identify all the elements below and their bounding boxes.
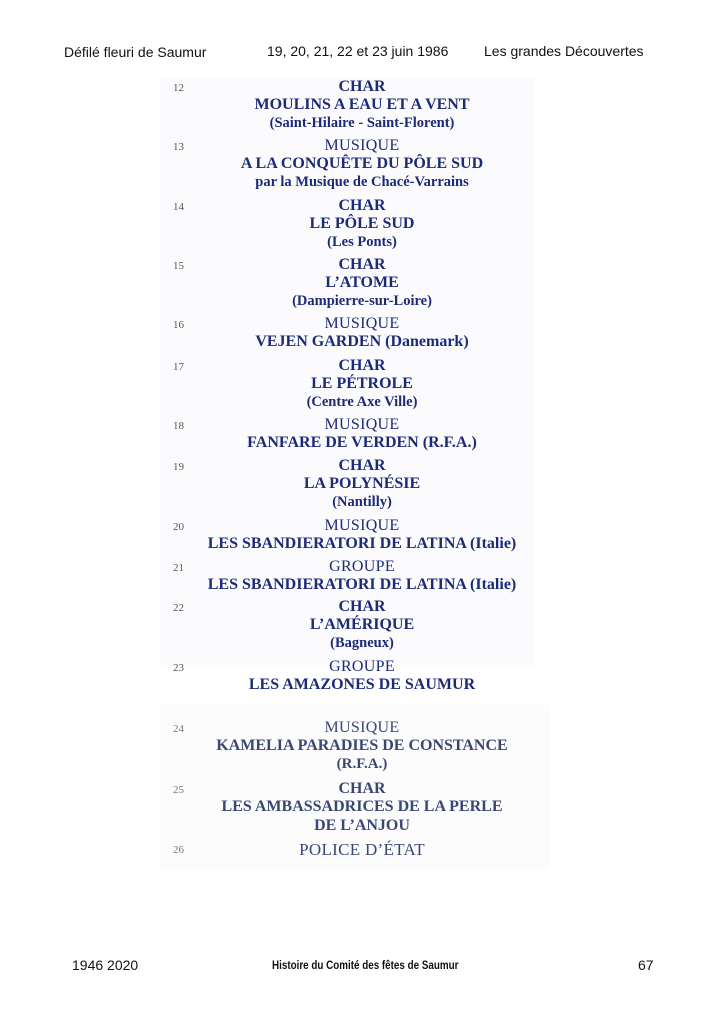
footer-years: 1946 2020 — [72, 957, 139, 973]
entry-subtitle: (Bagneux) — [330, 635, 394, 651]
entry-kind: CHAR — [338, 598, 386, 615]
entry-kind: MUSIQUE — [324, 517, 400, 534]
entry-number: 23 — [173, 662, 184, 674]
entry-kind: GROUPE — [329, 558, 395, 575]
entry-number: 26 — [173, 844, 184, 856]
entry-kind: MUSIQUE — [324, 719, 400, 736]
entry-number: 16 — [173, 319, 184, 331]
entry-subtitle: (Les Ponts) — [327, 234, 397, 250]
entry-title: A LA CONQUÊTE DU PÔLE SUD — [240, 155, 484, 172]
entry-number: 18 — [173, 420, 184, 432]
entry-kind: CHAR — [338, 256, 386, 273]
entry-title: FANFARE DE VERDEN (R.F.A.) — [247, 434, 477, 451]
entry-title: KAMELIA PARADIES DE CONSTANCE — [216, 737, 508, 754]
footer-title: Histoire du Comité des fêtes de Saumur — [272, 958, 459, 972]
entry-title: LES SBANDIERATORI DE LATINA (Italie) — [207, 535, 517, 552]
entry-kind: GROUPE — [329, 658, 395, 675]
entry-kind: CHAR — [338, 78, 386, 95]
entry-title: LA POLYNÉSIE — [303, 475, 421, 492]
page-number: 67 — [638, 957, 654, 973]
entry-number: 14 — [173, 201, 184, 213]
entry-title: LES SBANDIERATORI DE LATINA (Italie) — [207, 576, 517, 593]
entry-subtitle: (Saint-Hilaire - Saint-Florent) — [269, 115, 455, 131]
entry-kind: POLICE D’ÉTAT — [299, 840, 425, 859]
entry-number: 21 — [173, 562, 184, 574]
entry-title: LES AMAZONES DE SAUMUR — [248, 676, 476, 693]
entry-title: L’AMÉRIQUE — [309, 616, 415, 633]
entry-number: 13 — [173, 141, 184, 153]
entry-subtitle: (R.F.A.) — [336, 756, 388, 772]
entry-kind: CHAR — [338, 197, 386, 214]
entry-number: 15 — [173, 260, 184, 272]
entry-kind: CHAR — [338, 457, 386, 474]
entry-number: 20 — [173, 521, 184, 533]
entry-title: LES AMBASSADRICES DE LA PERLE — [221, 798, 503, 815]
entry-subtitle: (Dampierre-sur-Loire) — [292, 293, 432, 309]
header-left: Défilé fleuri de Saumur — [64, 44, 207, 60]
entry-kind: CHAR — [338, 357, 386, 374]
entry-subtitle: par la Musique de Chacé-Varrains — [255, 174, 469, 190]
entry-title: LE PÉTROLE — [311, 375, 413, 392]
entry-title: LE PÔLE SUD — [309, 215, 415, 232]
entry-number: 24 — [173, 723, 184, 735]
entry-subtitle: (Centre Axe Ville) — [306, 394, 418, 410]
entry-kind: CHAR — [338, 780, 386, 797]
entry-subtitle: DE L’ANJOU — [314, 817, 410, 834]
entry-number: 25 — [173, 784, 184, 796]
header-right: Les grandes Découvertes — [484, 43, 644, 59]
entry-number: 17 — [173, 361, 184, 373]
entry-title: MOULINS A EAU ET A VENT — [254, 96, 470, 113]
entry-number: 12 — [173, 82, 184, 94]
entry-title: L’ATOME — [325, 274, 399, 291]
entry-title: VEJEN GARDEN (Danemark) — [255, 333, 469, 350]
entry-kind: MUSIQUE — [324, 137, 400, 154]
entry-subtitle: (Nantilly) — [332, 494, 392, 510]
entry-kind: MUSIQUE — [324, 315, 400, 332]
entry-number: 22 — [173, 602, 184, 614]
header-dates: 19, 20, 21, 22 et 23 juin 1986 — [267, 43, 449, 59]
entry-number: 19 — [173, 461, 184, 473]
entry-kind: MUSIQUE — [324, 416, 400, 433]
